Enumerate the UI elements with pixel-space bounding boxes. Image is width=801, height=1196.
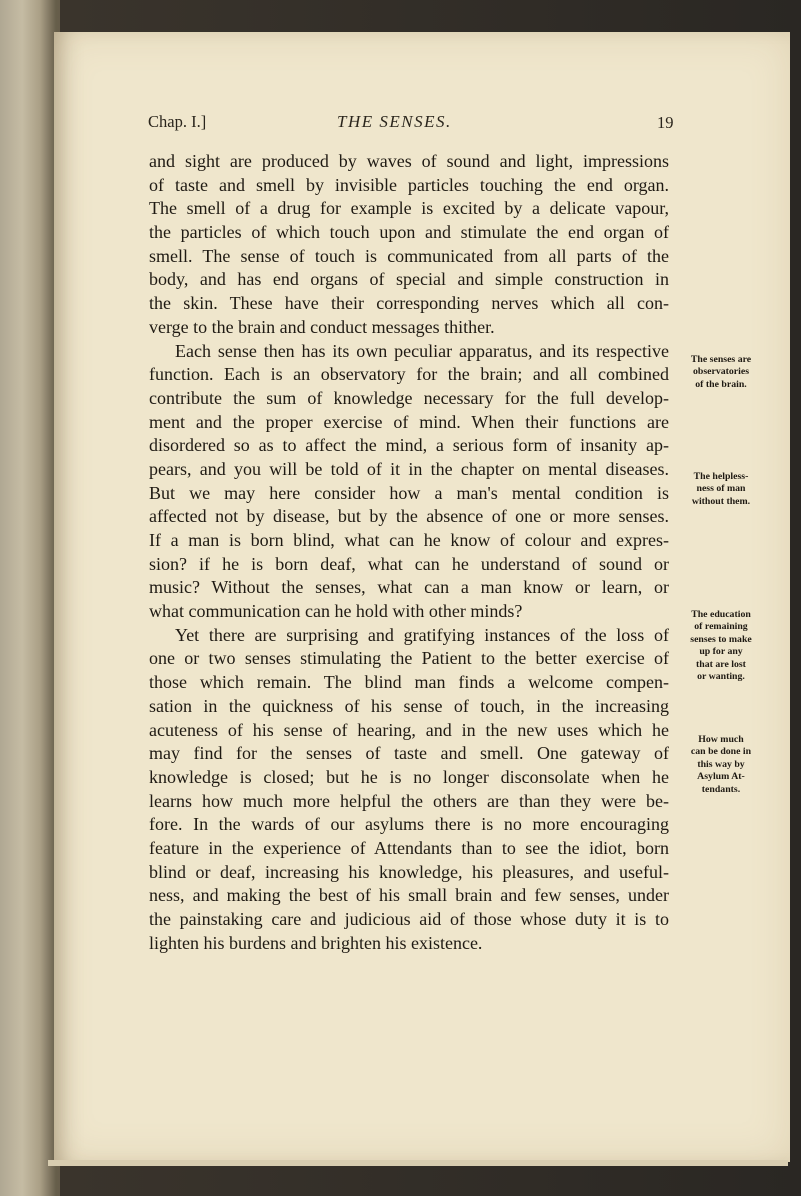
text-line: the painstaking care and judicious aid of those whose duty it is to <box>149 909 669 929</box>
book-binding-edge <box>0 0 60 1196</box>
side-note-helplessness <box>676 471 766 508</box>
side-note-line: ness of man <box>696 483 746 495</box>
side-note-line: How much <box>698 734 744 745</box>
side-note-line: senses to make <box>690 633 752 645</box>
text-line: ment and the proper exercise of mind. When their functions are <box>149 411 669 432</box>
side-note-attendants <box>676 734 766 796</box>
text-line: sion? if he is born deaf, what can he understand of sound or <box>149 553 669 574</box>
chapter-marker: Chap. I.] <box>148 112 207 131</box>
page-number: 19 <box>657 113 674 132</box>
text-line: blind or deaf, increasing his knowledge, his pleasures, and useful- <box>149 861 669 882</box>
text-line: feature in the experience of Attendants than to see the idiot, born <box>149 837 669 858</box>
text-line: If a man is born blind, what can he know of colour and expres- <box>149 530 669 550</box>
side-note-line: tendants. <box>701 783 741 795</box>
running-title: THE SENSES. <box>337 112 452 131</box>
side-note-line: Asylum At- <box>697 771 745 783</box>
side-note-line: observatories <box>692 366 750 378</box>
side-note-line: of the brain. <box>695 378 747 390</box>
text-line: Each sense then has its own peculiar apparatus, and its respective <box>175 340 669 361</box>
side-note-line: that are lost <box>696 658 746 670</box>
text-line: The smell of a drug for example is excited by a delicate vapour, <box>149 198 669 219</box>
side-note-observatories <box>676 354 766 391</box>
text-line: sation in the quickness of his sense of touch, in the increasing <box>149 695 669 716</box>
text-line: knowledge is closed; but he is no longer disconsolate when he <box>149 766 669 787</box>
text-line: contribute the sum of knowledge necessary for the full develop- <box>149 387 669 408</box>
text-line: But we may here consider how a man's mental condition is <box>149 482 669 503</box>
side-note-line: up for any <box>699 646 743 658</box>
text-line: lighten his burdens and brighten his existence. <box>149 932 483 953</box>
text-line: ness, and making the best of his small brain and few senses, under <box>149 885 669 906</box>
side-note-line: can be done in <box>690 746 752 758</box>
text-line: of taste and smell by invisible particles touching the end organ. <box>149 174 669 195</box>
text-line: those which remain. The blind man finds a welcome compen- <box>149 672 669 693</box>
text-line: pears, and you will be told of it in the chapter on mental diseases. <box>149 458 669 479</box>
text-line: fore. In the wards of our asylums there is no more encouraging <box>149 814 669 835</box>
text-line: body, and has end organs of special and simple construction in <box>149 269 669 290</box>
side-note-line: The helpless- <box>693 471 749 482</box>
side-note-line: this way by <box>697 758 745 770</box>
text-line: function. Each is an observatory for the brain; and all combined <box>149 364 669 385</box>
text-line: one or two senses stimulating the Patient to the better exercise of <box>149 648 669 669</box>
text-line: Yet there are surprising and gratifying instances of the loss of <box>175 624 669 645</box>
side-note-line: The senses are <box>690 354 752 365</box>
text-line: music? Without the senses, what can a man know or learn, or <box>149 577 669 598</box>
text-line: may find for the senses of taste and smell. One gateway of <box>149 743 669 764</box>
text-line: the particles of which touch upon and stimulate the end organ of <box>149 222 669 243</box>
text-line: learns how much more helpful the others are than they were be- <box>149 790 669 811</box>
text-line: and sight are produced by waves of sound and light, impressions <box>149 151 669 171</box>
side-note-line: The education <box>691 609 751 620</box>
side-note-education <box>676 609 766 683</box>
text-line: the skin. These have their corresponding nerves which all con- <box>149 293 669 314</box>
text-line: acuteness of his sense of hearing, and in the new uses which he <box>149 719 669 740</box>
text-line: affected not by disease, but by the absence of one or more senses. <box>149 506 669 527</box>
side-note-line: or wanting. <box>697 671 745 683</box>
text-line: smell. The sense of touch is communicated from all parts of the <box>149 245 669 266</box>
text-line: verge to the brain and conduct messages thither. <box>149 316 495 337</box>
text-line: disordered so as to affect the mind, a serious form of insanity ap- <box>149 435 669 456</box>
text-line: what communication can he hold with other minds? <box>149 601 523 622</box>
side-note-line: without them. <box>691 495 751 507</box>
page-bottom-edge <box>48 1160 788 1166</box>
side-note-line: of remaining <box>694 621 748 633</box>
body-text <box>149 150 669 955</box>
